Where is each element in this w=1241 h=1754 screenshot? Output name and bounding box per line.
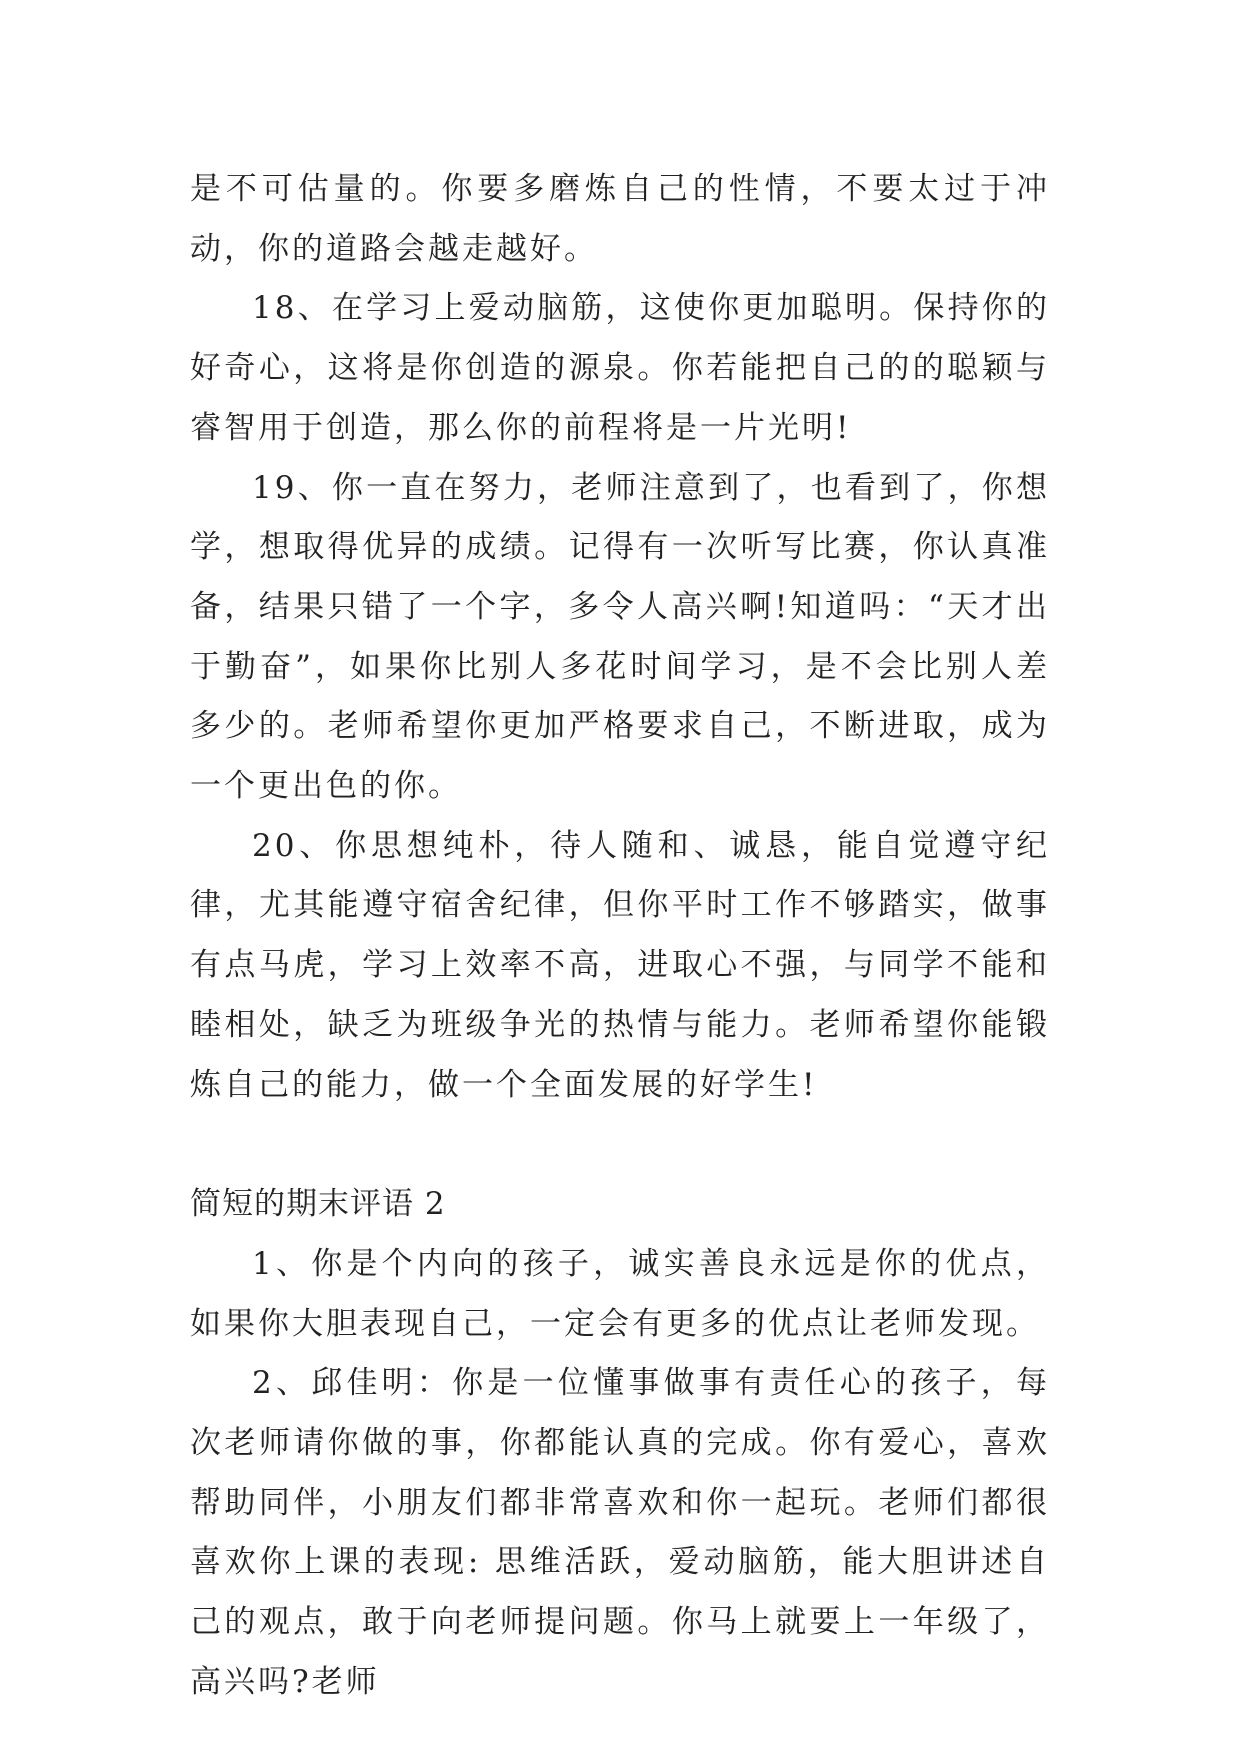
comment-paragraph-2: 2、邱佳明：你是一位懂事做事有责任心的孩子，每次老师请你做的事，你都能认真的完成。你有爱心，喜欢帮助同伴，小朋友们都非常喜欢和你一起玩。老师们都很喜欢你上课的表现: 思维活跃，爱动脑筋，能大胆讲述自己的观点，敢于向老师提问题。你马上就要上一年级了，高兴吗?老师: [190, 1365, 1050, 1700]
comment-paragraph-18: 18、在学习上爱动脑筋，这使你更加聪明。保持你的好奇心，这将是你创造的源泉。你若能把自己的的聪颖与睿智用于创造，那么你的前程将是一片光明!: [190, 290, 1050, 446]
section-title: 简短的期末评语 2: [190, 1186, 446, 1223]
document-body: [190, 160, 1050, 1713]
intro-paragraph: 是不可估量的。你要多磨炼自己的性情，不要太过于冲动，你的道路会越走越好。: [190, 171, 1050, 267]
comment-paragraph-1: 1、你是个内向的孩子，诚实善良永远是你的优点，如果你大胆表现自己，一定会有更多的优点让老师发现。: [190, 1245, 1050, 1342]
comment-paragraph-19: 19、你一直在努力，老师注意到了，也看到了，你想学，想取得优异的成绩。记得有一次听写比赛，你认真准备，结果只错了一个字，多令人高兴啊!知道吗：“天才出于勤奋”，如果你比别人多花时间学习，是不会比别人差多少的。老师希望你更加严格要求自己，不断进取，成为一个更出色的你。: [190, 469, 1050, 805]
comment-paragraph-20: 20、你思想纯朴，待人随和、诚恳，能自觉遵守纪律，尤其能遵守宿舍纪律，但你平时工作不够踏实，做事有点马虎，学习上效率不高，进取心不强，与同学不能和睦相处，缺乏为班级争光的热情与能力。老师希望你能锻炼自己的能力，做一个全面发展的好学生!: [190, 827, 1050, 1103]
